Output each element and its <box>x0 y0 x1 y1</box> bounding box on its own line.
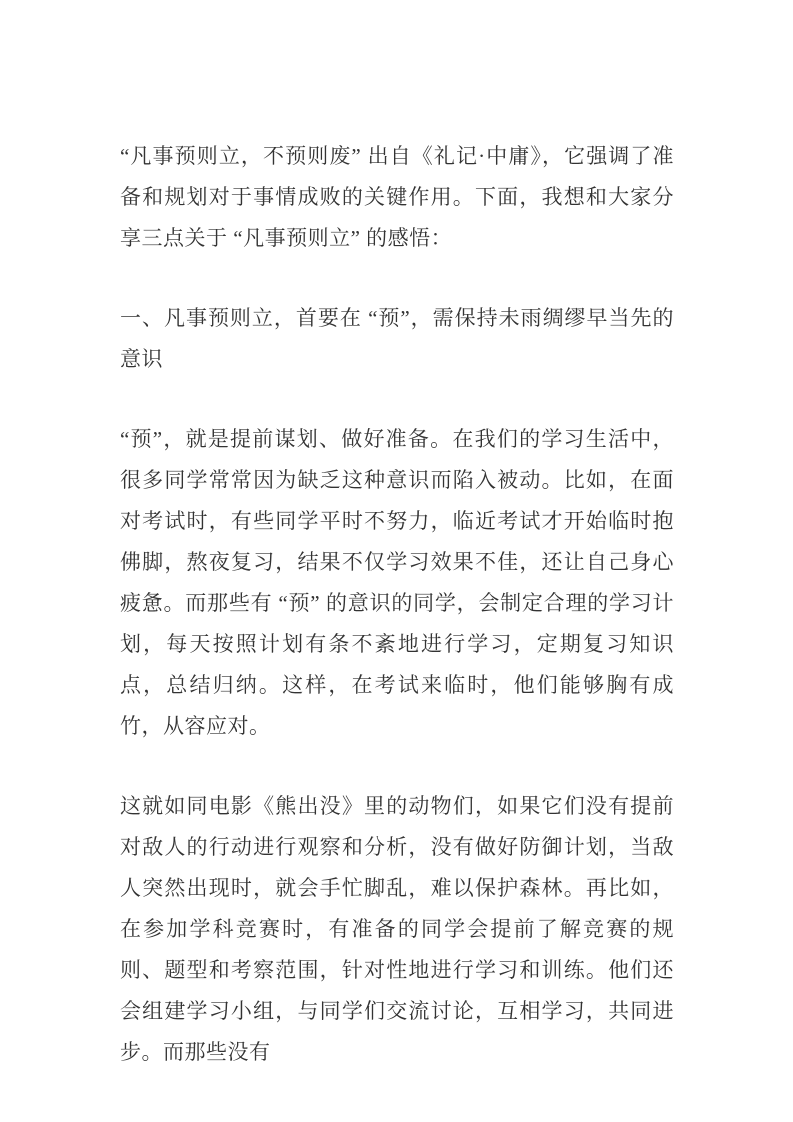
paragraph-body-1: “预”，就是提前谋划、做好准备。在我们的学习生活中，很多同学常常因为缺乏这种意识而陷入被动。比如，在面对考试时，有些同学平时不努力，临近考试才开始临时抱佛脚，熬夜复习，结果不仅学习效果不佳，还让自己身心疲惫。而那些有 “预” 的意识的同学，会制定合理的学习计划，每天按照计划有条不紊地进行学习，定期复习知识点，总结归纳。这样，在考试来临时，他们能够胸有成竹，从容应对。 <box>120 427 674 738</box>
paragraph-intro: “凡事预则立，不预则废” 出自《礼记·中庸》，它强调了准备和规划对于事情成败的关键作用。下面，我想和大家分享三点关于 “凡事预则立” 的感悟： <box>120 144 674 250</box>
paragraph-body-2: 这就如同电影《熊出没》里的动物们，如果它们没有提前对敌人的行动进行观察和分析，没有做好防御计划，当敌人突然出现时，就会手忙脚乱，难以保护森林。再比如，在参加学科竞赛时，有准备的同学会提前了解竞赛的规则、题型和考察范围，针对性地进行学习和训练。他们还会组建学习小组，与同学们交流讨论，互相学习，共同进步。而那些没有 <box>120 794 674 1064</box>
document-body <box>120 136 674 1073</box>
section-heading-1: 一、凡事预则立，首要在 “预”，需保持未雨绸缪早当先的意识 <box>120 306 674 371</box>
